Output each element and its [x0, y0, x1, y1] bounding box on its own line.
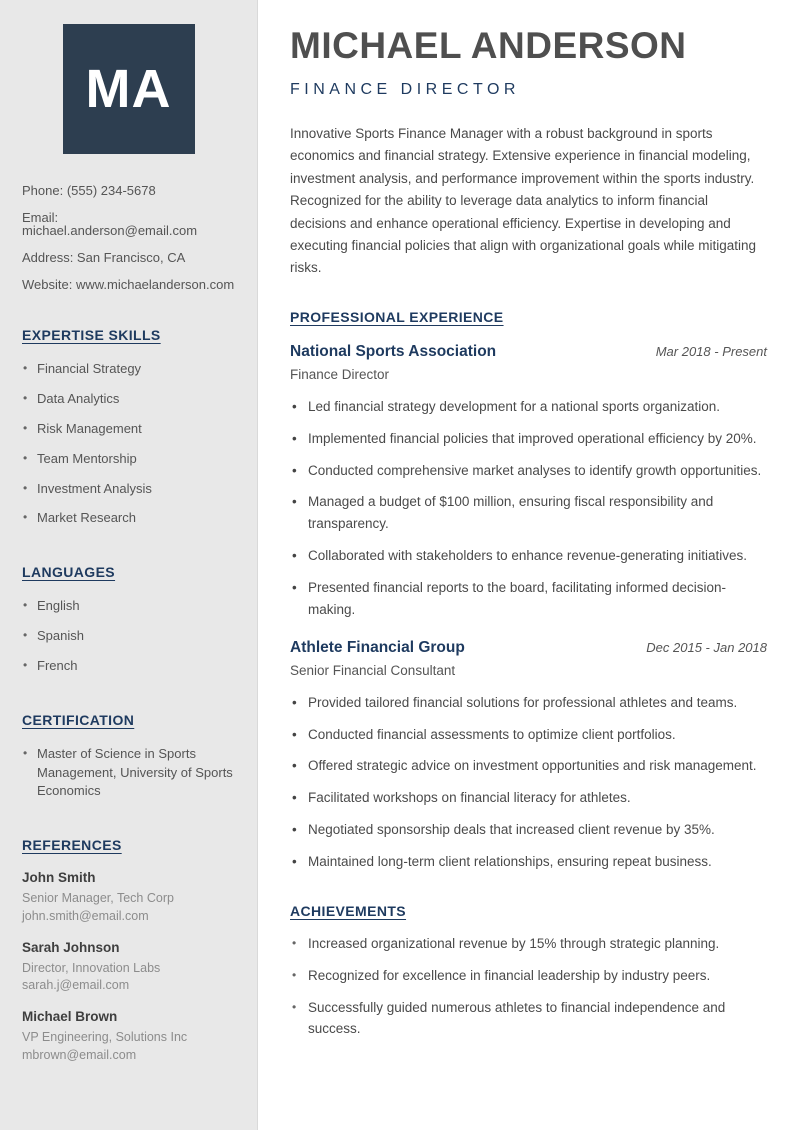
- sidebar: [0, 0, 258, 1130]
- job-company: National Sports Association: [290, 342, 497, 360]
- job-company: Athlete Financial Group: [290, 638, 465, 656]
- references-heading: REFERENCES: [22, 837, 122, 854]
- job-role: Senior Financial Consultant: [290, 662, 456, 678]
- contact-info: [22, 184, 235, 291]
- job-bullet-list: [290, 692, 767, 873]
- contact-address: Address: San Francisco, CA: [22, 249, 186, 265]
- job-bullet: • Maintained long-term client relationships, ensuring repeat business.: [290, 851, 767, 873]
- job-bullet: • Negotiated sponsorship deals that increased client revenue by 35%.: [290, 819, 767, 841]
- reference-person: [22, 1009, 235, 1064]
- language-item: • English: [22, 597, 235, 616]
- job-bullet: • Presented financial reports to the board, facilitating informed decision-making.: [290, 577, 767, 621]
- skills-section: [22, 327, 235, 528]
- job-header: [290, 343, 767, 361]
- job-bullet-list: [290, 396, 767, 621]
- achievements-list: [290, 933, 767, 1040]
- job-bullet: • Led financial strategy development for a national sports organization.: [290, 396, 767, 418]
- certification-item: • Master of Science in Sports Management, University of Sports Economics: [22, 745, 235, 802]
- contact-phone: Phone: (555) 234-5678: [22, 183, 156, 198]
- reference-role: VP Engineering, Solutions Inc: [22, 1030, 188, 1045]
- page-title: MICHAEL ANDERSON: [290, 25, 687, 66]
- certification-section: [22, 712, 235, 802]
- main-content: [258, 0, 800, 1130]
- reference-role: Director, Innovation Labs: [22, 960, 161, 975]
- language-item: • Spanish: [22, 627, 235, 646]
- headline-job-title: FINANCE DIRECTOR: [290, 81, 520, 98]
- job-entry: [290, 343, 767, 621]
- job-role: Finance Director: [290, 366, 390, 382]
- job-bullet: • Collaborated with stakeholders to enhance revenue-generating initiatives.: [290, 545, 767, 567]
- experience-heading: PROFESSIONAL EXPERIENCE: [290, 308, 504, 325]
- reference-person: [22, 940, 235, 995]
- achievement-bullet: • Increased organizational revenue by 15% through strategic planning.: [290, 933, 767, 955]
- job-header: [290, 639, 767, 657]
- skill-item: • Team Mentorship: [22, 450, 235, 469]
- skill-item: • Investment Analysis: [22, 480, 235, 499]
- reference-role: Senior Manager, Tech Corp: [22, 891, 174, 906]
- skills-list: [22, 360, 235, 528]
- contact-website: Website: www.michaelanderson.com: [22, 276, 235, 292]
- job-entry: [290, 639, 767, 873]
- languages-list: [22, 597, 235, 676]
- contact-email: Email: michael.anderson@email.com: [22, 209, 198, 239]
- certification-heading: CERTIFICATION: [22, 711, 135, 728]
- achievements-heading: ACHIEVEMENTS: [290, 902, 407, 919]
- job-bullet: • Provided tailored financial solutions for professional athletes and teams.: [290, 692, 767, 714]
- certification-list: [22, 745, 235, 802]
- achievement-bullet: • Successfully guided numerous athletes to financial independence and success.: [290, 997, 767, 1041]
- languages-section: [22, 564, 235, 676]
- skill-item: • Risk Management: [22, 420, 235, 439]
- job-bullet: • Managed a budget of $100 million, ensuring fiscal responsibility and transparency.: [290, 491, 767, 535]
- skill-item: • Financial Strategy: [22, 360, 235, 379]
- job-bullet: • Facilitated workshops on financial literacy for athletes.: [290, 787, 767, 809]
- experience-section: [290, 309, 767, 873]
- job-dates: Mar 2018 - Present: [655, 343, 767, 359]
- reference-person: [22, 870, 235, 925]
- job-bullet: • Implemented financial policies that improved operational efficiency by 20%.: [290, 428, 767, 450]
- avatar: [63, 24, 195, 154]
- summary-paragraph: Innovative Sports Finance Manager with a robust background in sports economics and financial strategy. Extensive experience in financial modeling, investment analysis, and performance improvement within the sports industry. Recognized for the ability to leverage data analytics to inform financial decisions and enhance operational efficiency. Expertise in developing and executing financial policies that align with organizational goals while mitigating risks.: [290, 126, 757, 276]
- job-dates: Dec 2015 - Jan 2018: [646, 639, 767, 655]
- language-item: • French: [22, 657, 235, 676]
- reference-email: sarah.j@email.com: [22, 978, 130, 993]
- job-bullet: • Conducted financial assessments to optimize client portfolios.: [290, 724, 767, 746]
- reference-name: John Smith: [22, 870, 96, 886]
- avatar-initials: MA: [85, 59, 172, 119]
- reference-name: Michael Brown: [22, 1009, 118, 1025]
- achievement-bullet: • Recognized for excellence in financial leadership by industry peers.: [290, 965, 767, 987]
- languages-heading: LANGUAGES: [22, 564, 116, 581]
- achievements-section: [290, 903, 767, 1040]
- skill-item: • Market Research: [22, 509, 235, 528]
- job-bullet: • Offered strategic advice on investment opportunities and risk management.: [290, 755, 767, 777]
- skill-item: • Data Analytics: [22, 390, 235, 409]
- job-bullet: • Conducted comprehensive market analyses to identify growth opportunities.: [290, 460, 767, 482]
- skills-heading: EXPERTISE SKILLS: [22, 327, 161, 344]
- reference-email: mbrown@email.com: [22, 1047, 137, 1062]
- reference-name: Sarah Johnson: [22, 939, 120, 955]
- references-section: [22, 837, 235, 1064]
- reference-email: john.smith@email.com: [22, 908, 149, 923]
